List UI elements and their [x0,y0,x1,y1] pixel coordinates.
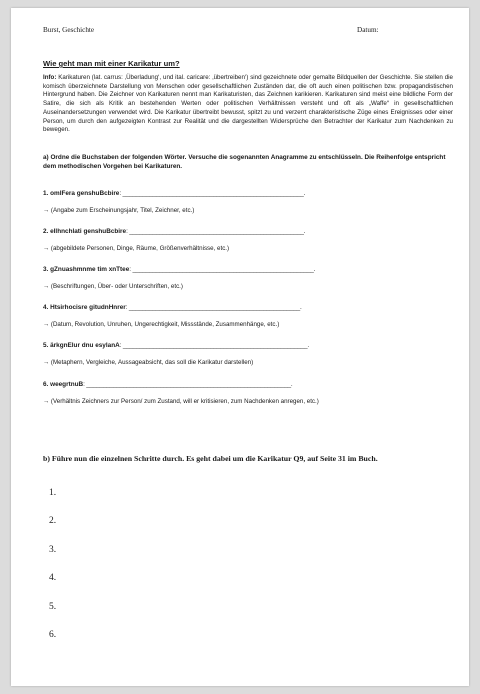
anagram-label: 3. gZnuashmnme tim xnTtee [43,266,130,273]
answer-number-1: 1. [49,488,57,498]
answer-number-4: 4. [49,573,57,583]
anagram-label: 2. ellhnchlati genshuBcbire [43,228,127,235]
header-subject: Burst, Geschichte [43,26,95,34]
header-date: Datum: [357,26,379,34]
anagram-hint-3: → (Beschriftungen, Über- oder Unterschriften, etc.) [43,283,183,290]
anagram-item-6 [43,381,292,388]
anagram-item-5 [43,342,309,349]
answer-number-3: 3. [49,545,57,555]
answer-line[interactable]: : _____________________________________________________________. [83,381,293,388]
answer-number-5: 5. [49,602,57,612]
anagram-item-2 [43,228,305,235]
anagram-label: 5. ärkgnElur dnu esylanA [43,342,120,349]
task-b-instruction: b) Führe nun die einzelnen Schritte durch. Es geht dabei um die Karikatur Q9, auf Seite 31 im Buch. [43,454,378,463]
answer-number-6: 6. [49,630,57,640]
info-paragraph [43,74,453,135]
anagram-item-3 [43,266,315,273]
worksheet-page [11,8,469,686]
page-title: Wie geht man mit einer Karikatur um? [43,59,180,68]
answer-line[interactable]: : ______________________________________________________. [129,266,316,273]
anagram-item-4 [43,304,302,311]
anagram-hint-1: → (Angabe zum Erscheinungsjahr, Titel, Zeichner, etc.) [43,207,195,214]
info-text: Karikaturen (lat. carrus: ‚Überladung‘, und ital. caricare: ‚übertreiben‘) sind gezeichnete oder gemalte Bildquellen der Geschichte. Sie stellen die komisch überzeichnete Darstellung von Menschen oder gesellschaftlichen Zuständen dar, die oft auch einen politischen bzw. propagandistischen Hintergrund haben. Die Zeichner von Karikaturen nennt man Karikaturisten, das Zeichnen karikieren. Karikaturen sind meist eine bildliche Form der Satire, die sich als Kritik an bestehenden Werten oder politischen Verhältnissen versteht und oft als „Waffe“ in gesellschaftlichen Auseinandersetzungen verwendet wird. Die Karikatur übertreibt bewusst, spitzt zu und verzerrt charakteristische Züge eines Ereignisses oder einer Person, um durch den aufgezeigten Kontrast zur Realität und die dargestellten Widersprüche den Betrachter der Karikatur zum Nachdenken zu bewegen. [43,74,453,134]
info-label: Info: [43,74,57,81]
anagram-hint-5: → (Metaphern, Vergleiche, Aussageabsicht, das soll die Karikatur darstellen) [43,359,254,366]
answer-line[interactable]: : ______________________________________________________. [119,190,306,197]
answer-number-2: 2. [49,516,57,526]
answer-line[interactable]: : ___________________________________________________. [125,304,302,311]
answer-line[interactable]: : _______________________________________________________. [119,342,309,349]
anagram-hint-2: → (abgebildete Personen, Dinge, Räume, Größenverhältnisse, etc.) [43,245,230,252]
task-a-instruction: a) Ordne die Buchstaben der folgenden Wörter. Versuche die sogenannten Anagramme zu entschlüsseln. Die Reihenfolge entspricht dem methodischen Vorgehen bei Karikaturen. [43,154,446,170]
anagram-hint-4: → (Datum, Revolution, Unruhen, Ungerechtigkeit, Missstände, Zusammenhänge, etc.) [43,321,280,328]
anagram-label: 1. omlFera genshuBcbire [43,190,120,197]
anagram-hint-6: → (Verhältnis Zeichners zur Person/ zum Zustand, will er kritisieren, zum Nachdenken anregen, etc.) [43,398,319,405]
anagram-label: 4. Htsirhocisre gitudnHnrer [43,304,126,311]
anagram-item-1 [43,190,305,197]
anagram-label: 6. weegrtnuB [43,381,84,388]
answer-line[interactable]: : ____________________________________________________. [126,228,306,235]
